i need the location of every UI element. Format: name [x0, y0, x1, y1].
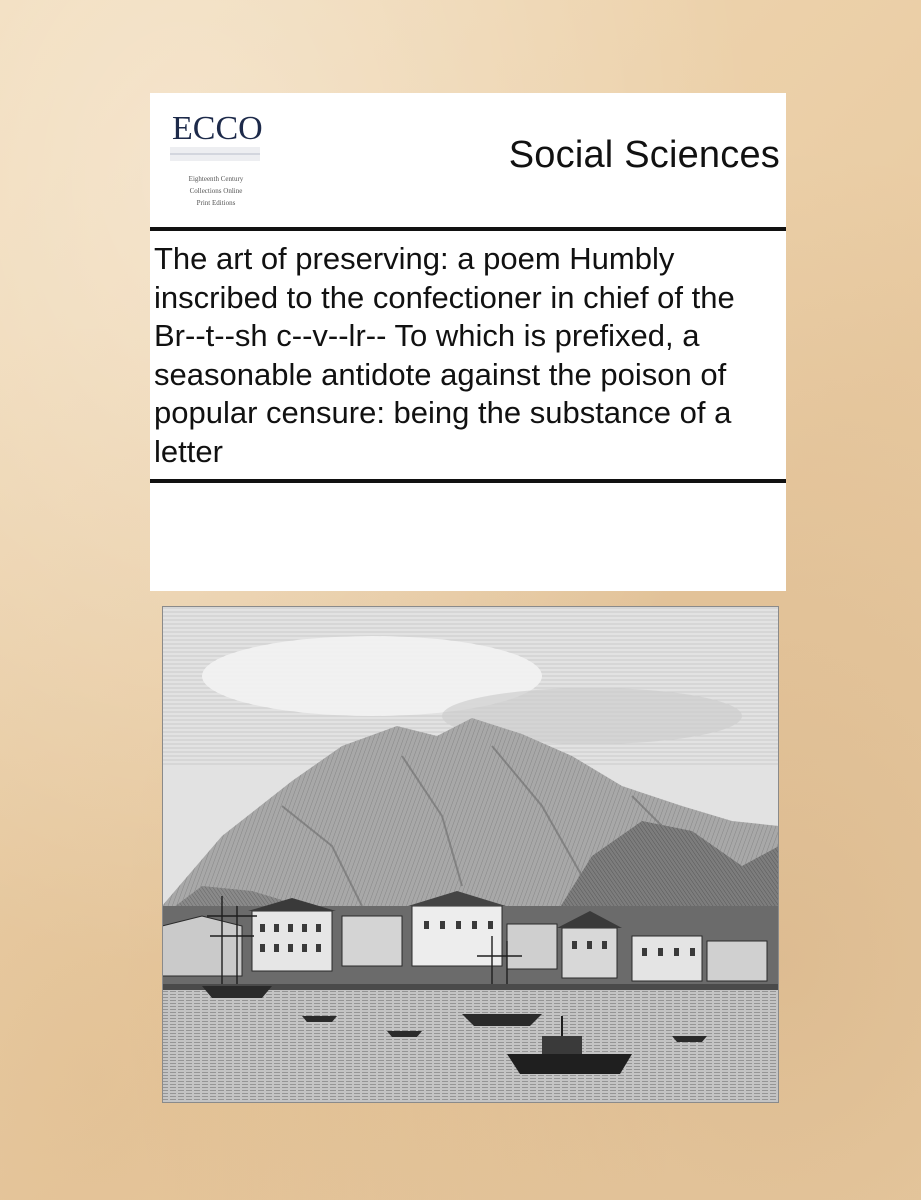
blank-panel — [150, 483, 786, 591]
harbour-engraving — [162, 606, 779, 1103]
series-label: Social Sciences — [508, 134, 780, 176]
logo-caption-1: Eighteenth Century — [188, 175, 244, 183]
ecco-logo — [168, 103, 264, 215]
logo-text: ECCO — [172, 110, 263, 147]
logo-caption-2: Collections Online — [189, 187, 243, 195]
logo-caption-3: Print Editions — [196, 199, 236, 207]
book-title: The art of preserving: a poem Humbly inscribed to the confectioner in chief of the Br--t--sh c--v--lr-- To which is prefixed, a seasonable antidote against the poison of popular censure: being the substance of a letter — [154, 241, 735, 469]
